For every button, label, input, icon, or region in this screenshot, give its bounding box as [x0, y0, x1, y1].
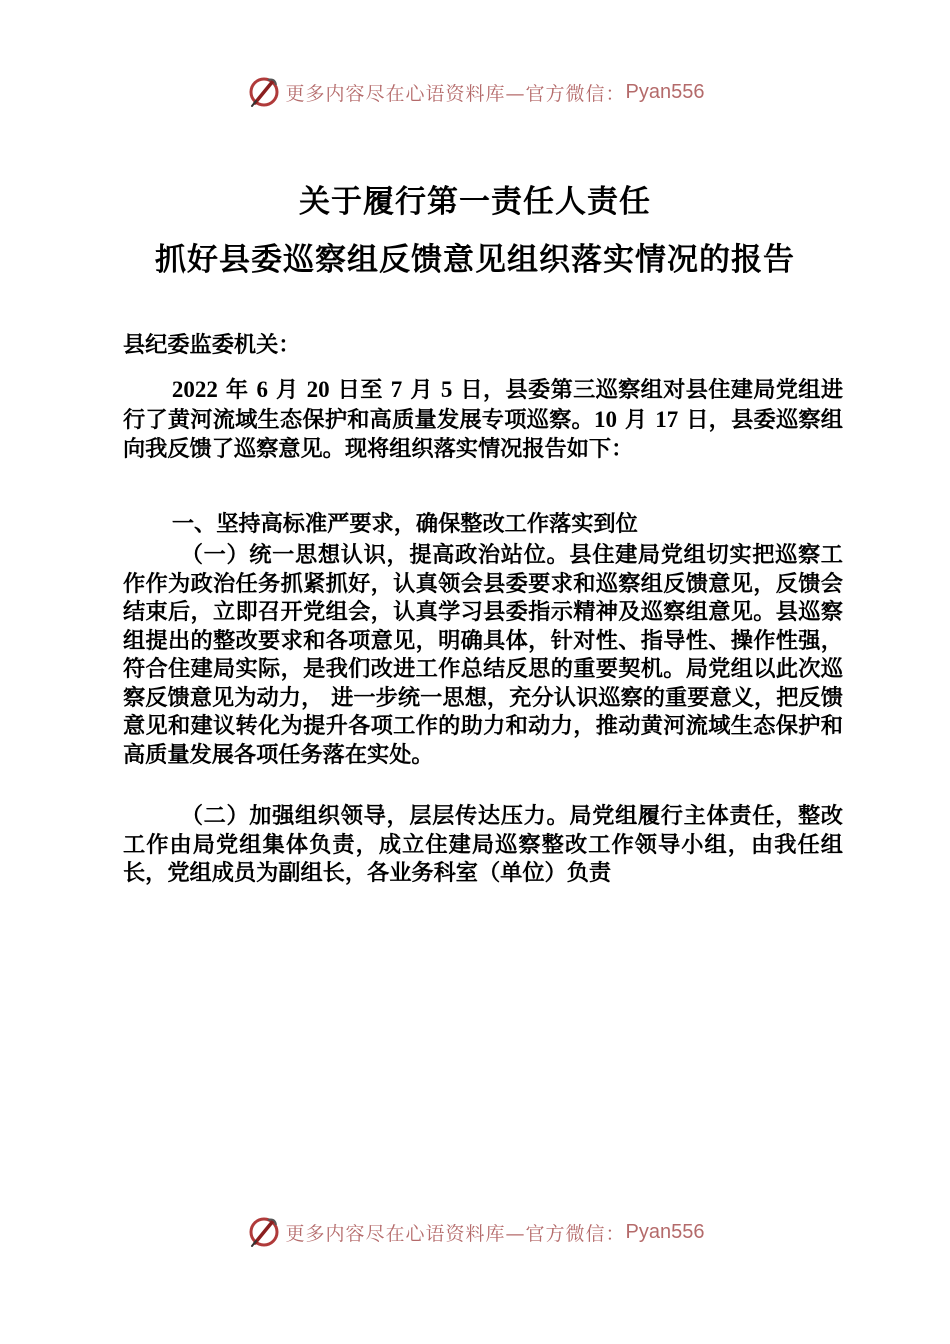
text-fragment: 月	[616, 407, 656, 433]
text-fragment: 月	[267, 377, 307, 403]
paragraph-subsection-1: （一）统一思想认识，提高政治站位。县住建局党组切实把巡察工作作为政治任务抓紧抓好，认真领会县委要求和巡察组反馈意见，反馈会结束后，立即召开党组会，认真学习县委指示精神及巡察组意见。县巡察组提出的整改要求和各项意见，明确具体，针对性、指导性、操作性强，符合住建局实际，是我们改进工作总结反思的重要契机。局党组以此次巡察反馈意见为动力， 进一步统一思想，充分认识巡察的重要意义，把反馈意见和建议转化为提升各项工作的助力和动力，推动黄河流域生态保护和高质量发展各项任务落在实处。	[123, 542, 843, 768]
text-fragment: 年	[217, 377, 257, 403]
paragraph-subsection-2: （二）加强组织领导，层层传达压力。局党组履行主体责任，整改工作由局党组集体负责，成立住建局巡察整改工作领导小组，由我任组长，党组成员为副组长，各业务科室（单位）负责	[123, 803, 843, 886]
text-fragment: 日，县委第三巡察组对县住建局党组进行了黄河流域生态保护和高质量发展专项巡察。	[123, 377, 844, 433]
section-heading-1: 一、坚持高标准严要求，确保整改工作落实到位	[171, 511, 638, 537]
banner-text: 更多内容尽在心语资料库—官方微信：	[285, 82, 626, 105]
month-number: 10	[593, 407, 617, 432]
paragraph-intro	[123, 375, 843, 464]
document-title-line-2: 抓好县委巡察组反馈意见组织落实情况的报告	[155, 242, 795, 278]
day-number: 20	[306, 377, 330, 402]
salutation: 县纪委监委机关：	[123, 332, 301, 358]
header-banner	[0, 70, 950, 114]
pen-circle-logo-icon	[246, 74, 282, 110]
banner-wechat-id: Pyan556	[625, 1220, 705, 1243]
document-title-line-1: 关于履行第一责任人责任	[299, 184, 651, 220]
footer-banner	[0, 1210, 950, 1254]
day-number: 5	[440, 377, 453, 402]
pen-circle-logo-icon	[246, 1214, 282, 1250]
month-number: 7	[390, 377, 403, 402]
text-fragment: 日至	[329, 377, 391, 403]
month-number: 6	[256, 377, 268, 402]
banner-wechat-id: Pyan556	[625, 80, 705, 103]
text-fragment: 日，县委巡察组向我反馈了巡察意见。现将组织落实情况报告如下：	[123, 407, 843, 462]
text-fragment: 月	[402, 377, 441, 403]
day-number: 17	[655, 407, 679, 432]
banner-text: 更多内容尽在心语资料库—官方微信：	[285, 1222, 626, 1245]
year-number: 2022	[171, 377, 218, 402]
